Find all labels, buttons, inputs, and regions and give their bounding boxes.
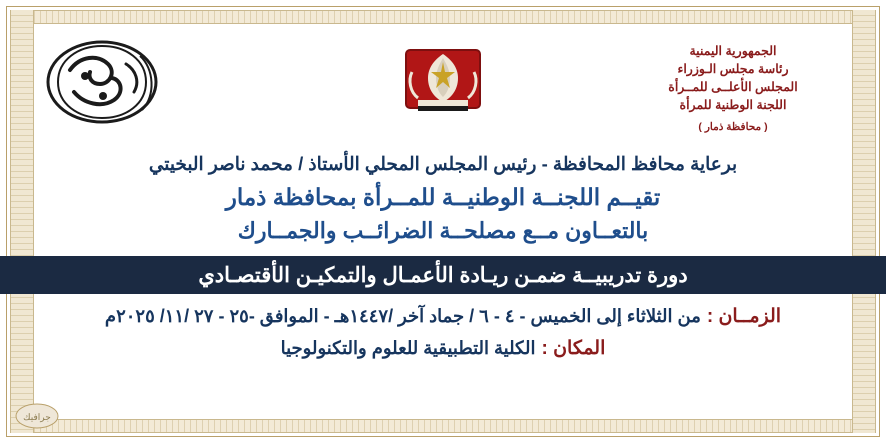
org-line-3: المجلس الأعلــى للمــرأة bbox=[668, 80, 798, 95]
main-line-1: تقيــم اللجنــة الوطنيــة للمــرأة بمحافظة ذمار bbox=[225, 184, 661, 210]
poster-content bbox=[34, 26, 852, 417]
designer-badge-icon bbox=[14, 401, 60, 431]
org-line-2: رئاسة مجلس الـوزراء bbox=[677, 62, 789, 77]
time-value: من الثلاثاء إلى الخميس - ٤ - ٦ / جماد آخر /١٤٤٧هـ - الموافق -٢٥ - ٢٧ /١١/ ٢٠٢٥م bbox=[104, 306, 701, 326]
main-line-2: بالتعــاون مــع مصلحــة الضرائــب والجمــارك bbox=[237, 218, 649, 243]
organisation-titles bbox=[618, 42, 848, 135]
time-label: الزمــان : bbox=[706, 306, 782, 327]
left-ornament-band bbox=[10, 10, 34, 433]
place-label: المكان : bbox=[541, 338, 606, 359]
detail-row-place bbox=[34, 337, 852, 360]
governorate-label: ( محافظة ذمار ) bbox=[698, 120, 768, 133]
right-ornament-band bbox=[852, 10, 876, 433]
course-title-ribbon bbox=[0, 256, 886, 294]
detail-row-time bbox=[34, 305, 852, 328]
org-line-4: اللجنة الوطنية للمرأة bbox=[679, 98, 787, 113]
svg-text:جرافيك: جرافيك bbox=[23, 412, 51, 422]
yemen-national-emblem-icon bbox=[398, 38, 488, 120]
patronage-line: برعاية محافظ المحافظة - رئيس المجلس المحلي الأستاذ / محمد ناصر البخيتي bbox=[148, 153, 738, 174]
course-title-text: دورة تدريبيــة ضمـن ريـادة الأعمـال والتمكيـن الأقتصـادي bbox=[198, 263, 688, 287]
poster-header bbox=[34, 26, 852, 151]
zamar-governorate-logo-icon bbox=[40, 30, 172, 136]
place-value: الكلية التطبيقية للعلوم والتكنولوجيا bbox=[280, 338, 536, 358]
bottom-ornament-strip bbox=[10, 419, 876, 433]
top-ornament-strip bbox=[10, 10, 876, 24]
org-line-1: الجمهورية اليمنية bbox=[689, 44, 777, 58]
